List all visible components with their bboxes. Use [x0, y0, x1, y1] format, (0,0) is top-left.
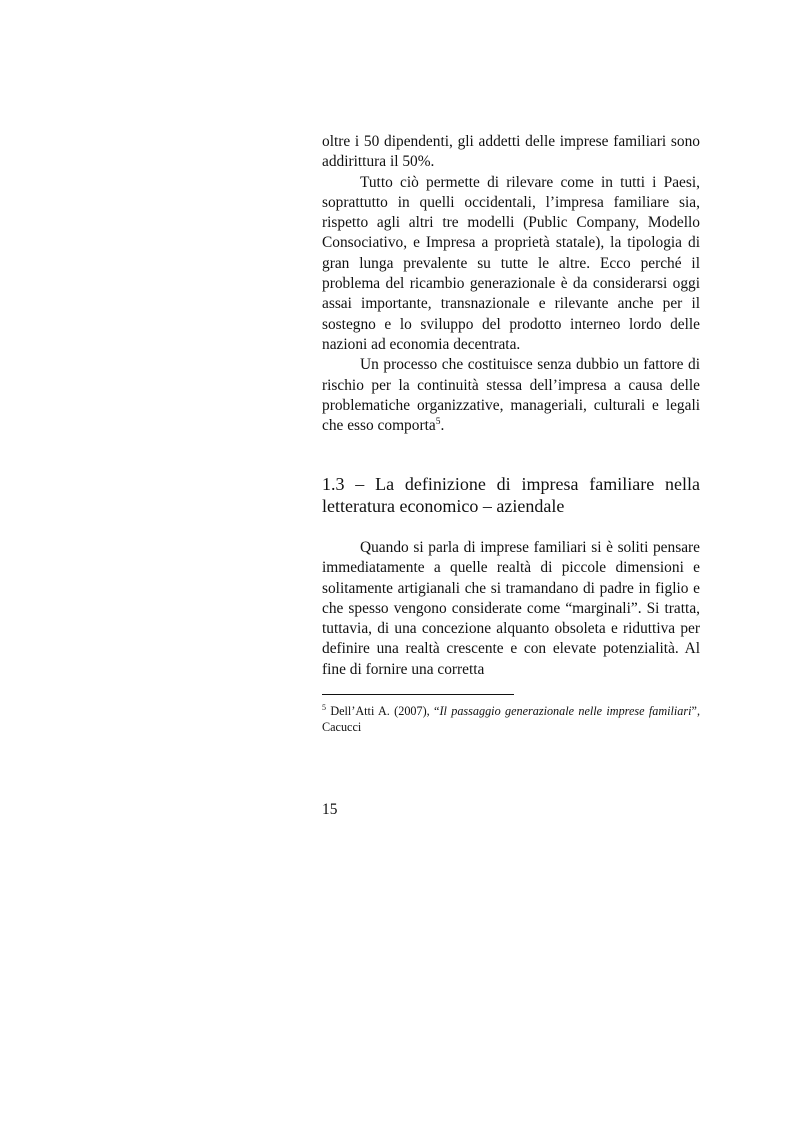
body-text-bottom — [322, 538, 700, 680]
paragraph-with-footnote — [322, 355, 700, 436]
footnote-author: Dell’Atti A. (2007), “ — [326, 704, 440, 718]
footnote-title: Il passaggio generazionale nelle imprese familiari — [439, 704, 692, 718]
footnote — [322, 703, 700, 735]
paragraph: Quando si parla di imprese familiari si è soliti pensare immediatamente a quelle realtà di piccole dimensioni e solitamente artigianali che si tramandano di padre in figlio e che spesso vengono considerate come “marginali”. Si tratta, tuttavia, di una concezione alquanto obsoleta e riduttiva per definire una realtà crescente e con elevate potenzialità. Al fine di fornire una corretta — [322, 539, 700, 678]
page-number: 15 — [322, 801, 338, 818]
footnote-publisher: ”, Cacucci — [322, 704, 700, 734]
section-heading: 1.3 – La definizione di impresa familiare nella letteratura economico – aziendale — [322, 474, 700, 516]
footnote-number: 5 — [322, 702, 326, 712]
footnote-divider — [322, 694, 514, 695]
footnote-reference[interactable]: 5 — [435, 417, 441, 428]
paragraph-end: . — [440, 417, 445, 435]
paragraph: Tutto ciò permette di rilevare come in tutti i Paesi, soprattutto in quelli occidentali, l’impresa familiare sia, rispetto agli altri tre modelli (Public Company, Modello Consociativo, e Impresa a proprietà statale), la tipologia di gran lunga prevalente su tutte le altre. Ecco perché il problema del ricambio generazionale è da considerarsi oggi assai importante, transnazionale e rilevante anche per il sostegno e lo sviluppo del prodotto interneo lordo delle nazioni ad economia decentrata. — [322, 173, 700, 353]
body-text-top — [322, 132, 700, 436]
paragraph-text: Un processo che costituisce senza dubbio un fattore di rischio per la continuità stessa dell’impresa a causa delle problematiche organizzative, manageriali, culturali e legali che esso comporta — [322, 356, 700, 435]
paragraph-continued: oltre i 50 dipendenti, gli addetti delle imprese familiari sono addirittura il 50%. — [322, 133, 700, 171]
